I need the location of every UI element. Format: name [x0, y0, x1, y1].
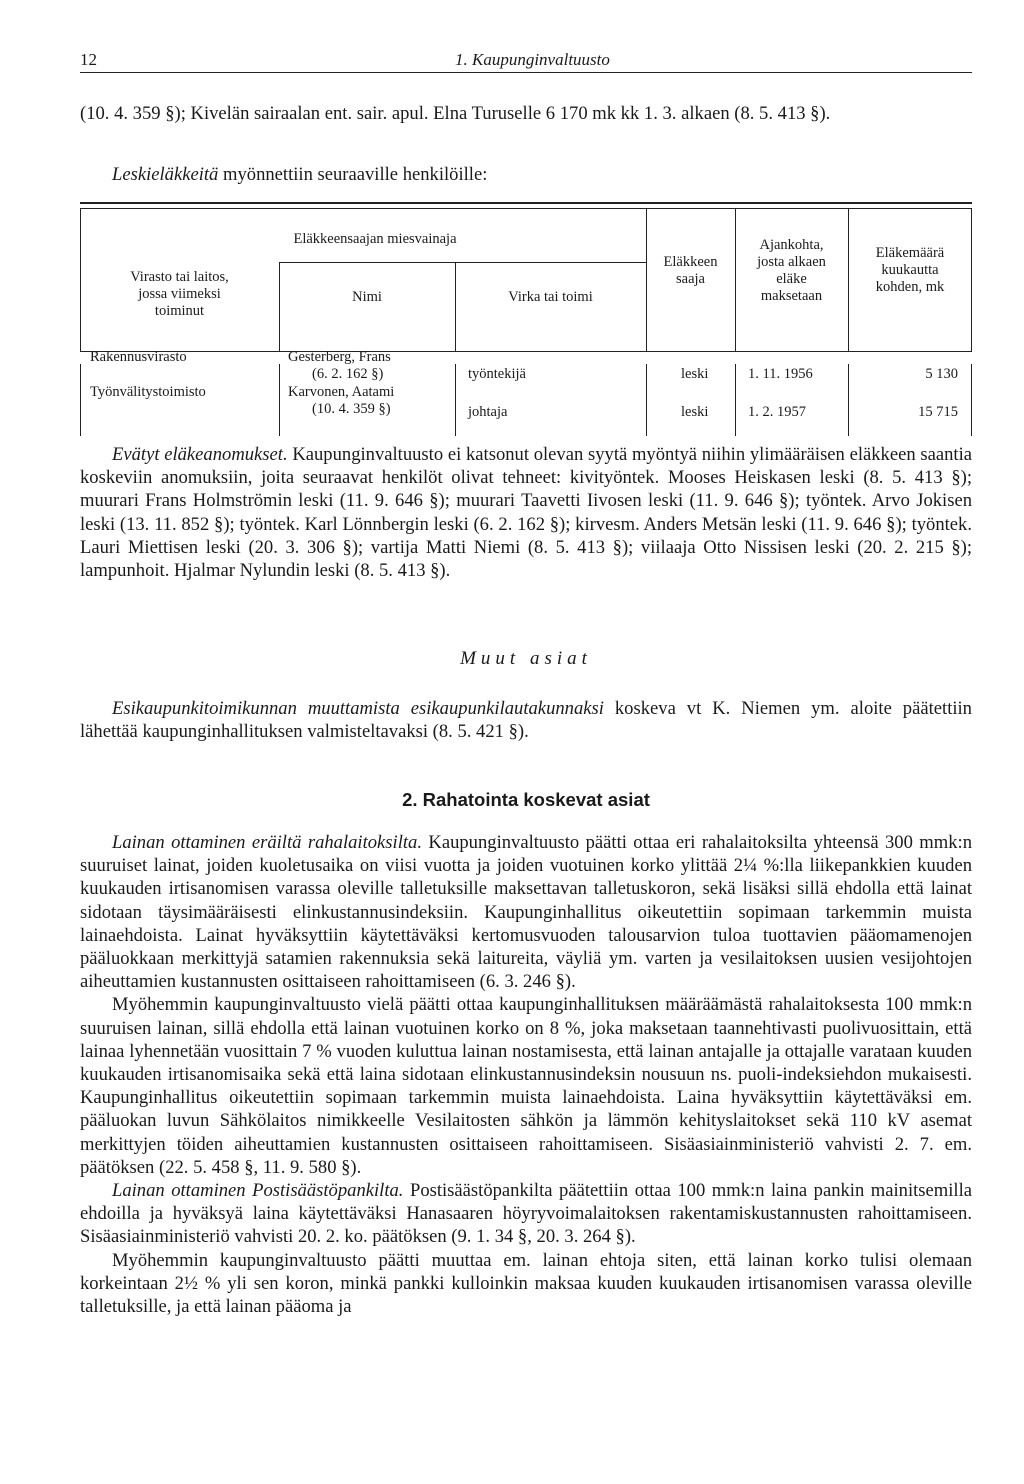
table-right-border-body [971, 364, 972, 436]
finance-paragraph [80, 993, 972, 1179]
header-amount [848, 245, 972, 296]
pension-heading: Leskieläkkeitä [112, 164, 219, 185]
finance-paragraph [80, 831, 972, 993]
col-divider-name [455, 262, 456, 351]
header-office-line: Virasto tai laitos, [130, 269, 229, 285]
table-cell-position: työntekijä [468, 366, 526, 382]
table-cell-position: johtaja [468, 404, 508, 420]
running-title: 1. Kaupunginvaltuusto [455, 50, 610, 69]
finance-paragraph [80, 1179, 972, 1249]
header-date-line: josta alkaen [757, 254, 826, 270]
col-divider-office-body [279, 364, 280, 436]
paragraph-heading: Lainan ottaminen Postisäästöpankilta. [112, 1180, 404, 1202]
table-cell-amount: 5 130 [925, 366, 958, 382]
table-cell-office: Rakennusvirasto [90, 349, 187, 365]
col-divider-date-body [848, 364, 849, 436]
table-header-rule [80, 351, 972, 352]
paragraph-text: Kaupunginvaltuusto päätti ottaa eri rahalaitoksilta yhteensä 300 mmk:n suuruiset lainat, joiden kuoletusaika on viisi vuotta ja joiden vuotuinen korko ylittää 2¼ %:lla liikepankkien kuuden kuukauden irtisanomisen varassa oleville talletuksille maksettavan talletuskoron, sekä lisäksi sillä ehdolla että lainat sidotaan täysimääräisesti elinkustannusindeksiin. Kaupunginhallitus oikeutettiin sopimaan tarkemmin muista lainaehdoista. Lainat hyväksyttiin käytettäväksi kertomusvuoden talousarvion tuloa tuottavien pääomamenojen pääluokkaan merkittyjä satamien rakennuksia sekä laitureita, väyliä ym. varten ja vesilaitoksen uusien vesijohtojen aiheuttamien kustannusten osittaiseen rahoittamiseen (6. 3. 246 §). [80, 832, 972, 993]
board-heading: Esikaupunkitoimikunnan muuttamista esikaupunkilautakunnaksi [112, 698, 604, 719]
paragraph-text: Myöhemmin kaupunginvaltuusto päätti muuttaa em. lainan ehtoja siten, että lainan korko tulisi olemaan korkeintaan 2½ % yli sen koron, minkä pankki kulloinkin maksaa kuuden kuukauden irtisanomisen varassa oleville talletuksille, ja että lainan pääoma ja [80, 1249, 972, 1318]
table-left-border-body [80, 364, 81, 436]
col-divider-office [279, 262, 280, 351]
header-position: Virka tai toimi [508, 289, 593, 305]
finance-section-body [80, 831, 972, 1318]
denied-applications [80, 443, 972, 582]
paragraph-text: Myöhemmin kaupunginvaltuusto vielä päätti ottaa kaupunginhallituksen määräämästä rahalaitoksesta 100 mmk:n suuruisen lainan, sillä ehdolla että lainan vuotuinen korko on 8 %, joka maksetaan taannehtivasti puolivuosittain, että lainaa lyhennetään vuosittain 7 % vuoden kuluttua lainan nostamisesta, että lainan antajalle ja ottajalle varataan kuuden kuukauden irtisanomisaika sekä että laina sidotaan elinkustannusindeksin nousuun ns. puoli-indeksiehdon mukaisesti. Kaupunginhallitus oikeutettiin sopimaan tarkemmin muista lainaehdoista. Laina hyväksyttiin käytettäväksi em. pääluokan luvun Sähkölaitos nimikkeelle Vesilaitosten sähkön ja lämmön kehityslaitokset sekä 110 kV asemat merkittyjen töiden aiheuttamien kustannusten osittaiseen rahoittamiseen. Sisäasiainministeriö vahvisti 2. 7. em. päätöksen (22. 5. 458 §, 11. 9. 580 §). [80, 994, 972, 1178]
table-cell-date: 1. 11. 1956 [748, 366, 813, 382]
table-cell-recipient: leski [681, 404, 709, 420]
pension-intro [80, 163, 972, 186]
running-header [80, 46, 972, 73]
header-spouse-group: Eläkkeensaajan miesvainaja [293, 231, 457, 247]
table-cell-name: Karvonen, Aatami [288, 384, 395, 400]
table-cell-office: Työnvälitystoimisto [90, 384, 206, 400]
header-office [80, 269, 279, 320]
section-heading-other: Muut asiat [460, 648, 592, 669]
table-cell-amount: 15 715 [918, 404, 958, 420]
header-office-line: jossa viimeksi [138, 286, 221, 302]
page-number: 12 [80, 50, 97, 69]
table-cell-date: 1. 2. 1957 [748, 404, 806, 420]
header-date [735, 237, 848, 305]
intro-paragraph [80, 102, 972, 125]
table-cell-name-ref: (6. 2. 162 §) [312, 366, 384, 382]
denied-text: Kaupunginvaltuusto ei katsonut olevan syytä myöntyä niihin ylimääräisen eläkkeen saantia koskeviin anomuksiin, joita seuraavat henkilöt olivat tehneet: kivityöntek. Mooses Heiskasen leski (8. 5. 413 §); muurari Frans Holmströmin leski (11. 9. 646 §); muurari Taavetti Iivosen leski (11. 9. 646 §); työntek. Arvo Jokisen leski (13. 11. 852 §); työntek. Karl Lönnbergin leski (6. 2. 162 §); kirvesm. Anders Metsän leski (11. 9. 646 §); työntek. Lauri Miettisen leski (20. 3. 306 §); vartija Matti Niemi (8. 5. 413 §); viilaaja Otto Nissisen leski (20. 2. 215 §); lampunhoit. Hjalmar Nylundin leski (8. 5. 413 §). [80, 444, 972, 582]
pension-table [80, 198, 972, 436]
header-recipient [646, 254, 735, 288]
col-divider-name-body [455, 364, 456, 436]
header-amount-line: Eläkemäärä [875, 245, 945, 261]
paragraph-text: Postisäästöpankilta päätettiin ottaa 100 mmk:n laina pankin mainitsemilla ehdoilla ja hyväksyä laina käytettäväksi Hanasaaren höyryvoimalaitoksen rakentamiskustannusten rahoittamiseen. Sisäasiainministeriö vahvisti 20. 2. ko. päätöksen (9. 1. 34 §, 20. 3. 264 §). [80, 1180, 973, 1248]
table-top-rule [80, 202, 972, 204]
col-divider-position-body [646, 364, 647, 436]
header-date-line: eläke [776, 271, 807, 287]
header-recipient-line: Eläkkeen [663, 254, 718, 270]
board-text: koskeva vt K. Niemen ym. aloite päätettiin lähettää kaupunginhallituksen valmisteltavaksi (8. 5. 421 §). [80, 698, 972, 743]
header-date-line: maksetaan [760, 288, 823, 304]
header-name: Nimi [352, 289, 382, 305]
table-top-rule-thin [80, 208, 972, 209]
table-cell-name: Gesterberg, Frans [288, 349, 391, 365]
finance-paragraph [80, 1249, 972, 1319]
header-office-line: toiminut [154, 303, 205, 319]
table-cell-recipient: leski [681, 366, 709, 382]
header-amount-line: kuukautta [881, 262, 939, 278]
header-amount-line: kohden, mk [875, 279, 945, 295]
header-date-line: Ajankohta, [759, 237, 824, 253]
intro-text: (10. 4. 359 §); Kivelän sairaalan ent. sair. apul. Elna Turuselle 6 170 mk kk 1. 3. alkaen (8. 5. 413 §). [80, 103, 831, 124]
col-divider-recipient-body [735, 364, 736, 436]
denied-heading: Evätyt eläkeanomukset. [112, 444, 288, 465]
section-heading-finance: 2. Rahatointa koskevat asiat [402, 789, 650, 810]
paragraph-heading: Lainan ottaminen eräiltä rahalaitoksilta. [112, 832, 422, 853]
header-recipient-line: saaja [676, 271, 705, 287]
table-cell-name-ref: (10. 4. 359 §) [312, 401, 391, 417]
spouse-group-rule [279, 262, 646, 263]
pension-intro-text: myönnettiin seuraaville henkilöille: [218, 164, 488, 185]
board-paragraph [80, 697, 972, 743]
